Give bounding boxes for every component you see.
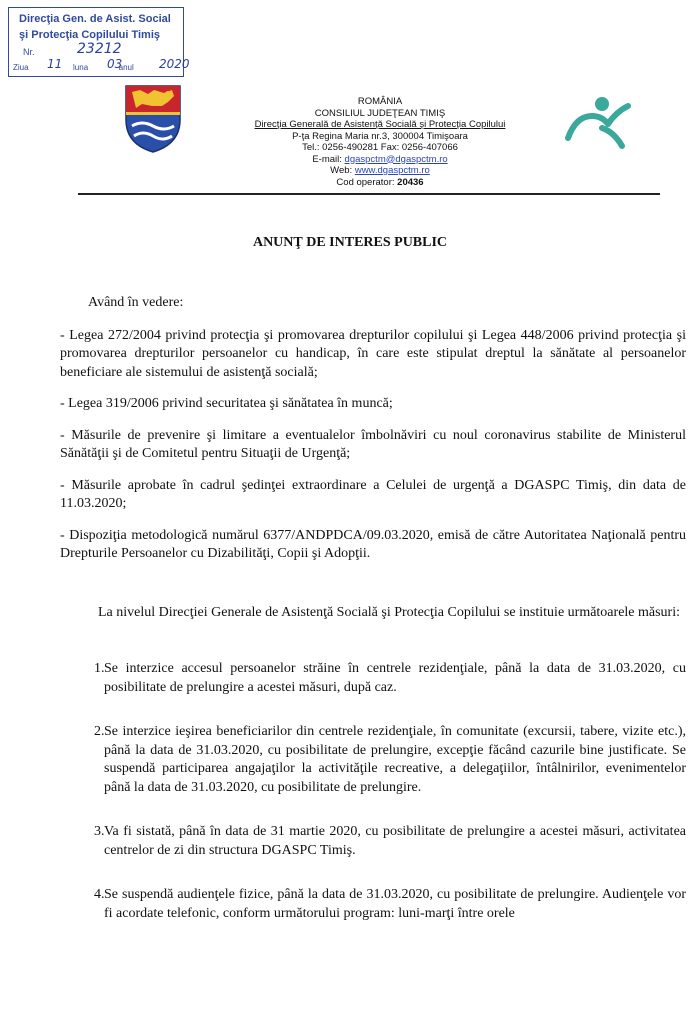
legal-basis-item: - Măsurile aprobate în cadrul şedinţei extraordinare a Celulei de urgenţă a DGASPC Timiş, din data de 11.03.2020; bbox=[60, 477, 686, 511]
web-line bbox=[200, 165, 560, 177]
directorate: Direcţia Generală de Asistenţă Socială şi Protecţia Copilului bbox=[254, 119, 506, 130]
stamp-zi-value: 11 bbox=[47, 57, 63, 71]
measure-text: Se suspendă audienţele fizice, până la data de 31.03.2020, cu posibilitate de prelungire. Audienţele vor fi acordate telefonic, conform următorului program: luni-marţi între orele bbox=[104, 887, 686, 921]
registration-stamp bbox=[8, 7, 190, 77]
header-divider bbox=[78, 193, 660, 195]
measure-number: 1. bbox=[94, 661, 105, 676]
operator-label: Cod operator: bbox=[336, 176, 395, 188]
measure-text: Se interzice ieşirea beneficiarilor din centrele rezidenţiale, în comunitate (excursii, tabere, vizite etc.), până la data de 31.03.2020, cu posibilitate de prelungire, excepţie făcând cazurile bine justificate. Se suspendă participarea angajaţilor la activităţile recreative, a delegaţiilor, întâlnirilor, evenimentelor până la data de 31.03.2020, cu posibilitate de prelungire. bbox=[104, 724, 686, 795]
stamp-nr-label: Nr. bbox=[23, 47, 35, 57]
stamp-zi-label: Ziua bbox=[13, 63, 29, 72]
legal-basis-item: - Dispoziţia metodologică numărul 6377/ANDPDCA/09.03.2020, emisă de către Autoritatea Naţională pentru Drepturile Persoanelor cu Dizabilităţi, Copii şi Adopţii. bbox=[60, 527, 686, 561]
measure-item bbox=[60, 660, 686, 697]
web-label: Web: bbox=[330, 165, 353, 176]
stamp-luna-value: 03 bbox=[107, 57, 123, 71]
legal-basis-item: - Legea 272/2004 privind protecţia şi promovarea drepturilor copilului şi Legea 448/2006 privind protecţia şi promovarea drepturilor persoanelor cu handicap, în care este stipulat dreptul la sănătate al persoanelor beneficiare ale sistemului de asistenţă socială; bbox=[60, 327, 686, 380]
intro-line: Având în vedere: bbox=[88, 295, 184, 310]
country: ROMÂNIA bbox=[357, 96, 403, 107]
document-body bbox=[60, 294, 686, 941]
timis-coat-of-arms-icon bbox=[124, 82, 182, 154]
measures-list bbox=[60, 660, 686, 923]
measure-text: Se interzice accesul persoanelor străine în centrele rezidenţiale, până la data de 31.03.2020, cu posibilitate de prelungire a acestei măsuri, după caz. bbox=[104, 661, 686, 695]
stamp-luna-label: luna bbox=[73, 63, 89, 72]
operator-code: 20436 bbox=[397, 176, 424, 188]
measure-number: 2. bbox=[94, 724, 105, 739]
web-link[interactable]: www.dgaspctm.ro bbox=[354, 165, 430, 176]
stamp-nr-value: 23212 bbox=[77, 41, 122, 57]
stamp-anul-label: anul bbox=[118, 63, 134, 72]
stamp-line2: şi Protecţia Copilului Timiş bbox=[19, 29, 160, 41]
operator-line bbox=[200, 177, 560, 189]
phone-fax: Tel.: 0256-490281 Fax: 0256-407066 bbox=[302, 142, 458, 153]
measure-number: 3. bbox=[94, 824, 105, 839]
dgaspc-logo-icon bbox=[562, 94, 636, 150]
stamp-line1: Direcţia Gen. de Asist. Social bbox=[19, 13, 171, 25]
measure-text: Va fi sistată, până în data de 31 martie 2020, cu posibilitate de prelungire a acestei măsuri, activitatea centrelor de zi din structura DGASPC Timiş. bbox=[104, 824, 686, 858]
email-link[interactable]: dgaspctm@dgaspctm.ro bbox=[344, 153, 448, 165]
letterhead bbox=[200, 96, 560, 188]
measure-item bbox=[60, 723, 686, 797]
document-title: ANUNŢ DE INTERES PUBLIC bbox=[252, 235, 448, 250]
council: CONSILIUL JUDEŢEAN TIMIŞ bbox=[314, 107, 446, 119]
measure-item bbox=[60, 823, 686, 860]
email-label: E-mail: bbox=[312, 153, 342, 165]
measure-number: 4. bbox=[94, 887, 105, 902]
legal-basis-item: - Măsurile de prevenire şi limitare a eventualelor îmbolnăviri cu noul coronavirus stabilite de Ministerul Sănătăţii şi de Comitetul pentru Situaţii de Urgenţă; bbox=[60, 427, 686, 461]
measures-intro: La nivelul Direcţiei Generale de Asistenţă Socială şi Protecţia Copilului se instituie următoarele măsuri: bbox=[98, 604, 680, 620]
address: P-ţa Regina Maria nr.3, 300004 Timişoara bbox=[292, 130, 468, 142]
measure-item bbox=[60, 886, 686, 923]
email-line bbox=[200, 154, 560, 166]
stamp-anul-value: 2020 bbox=[159, 57, 190, 71]
legal-basis-item: - Legea 319/2006 privind securitatea şi sănătatea în muncă; bbox=[60, 396, 393, 411]
